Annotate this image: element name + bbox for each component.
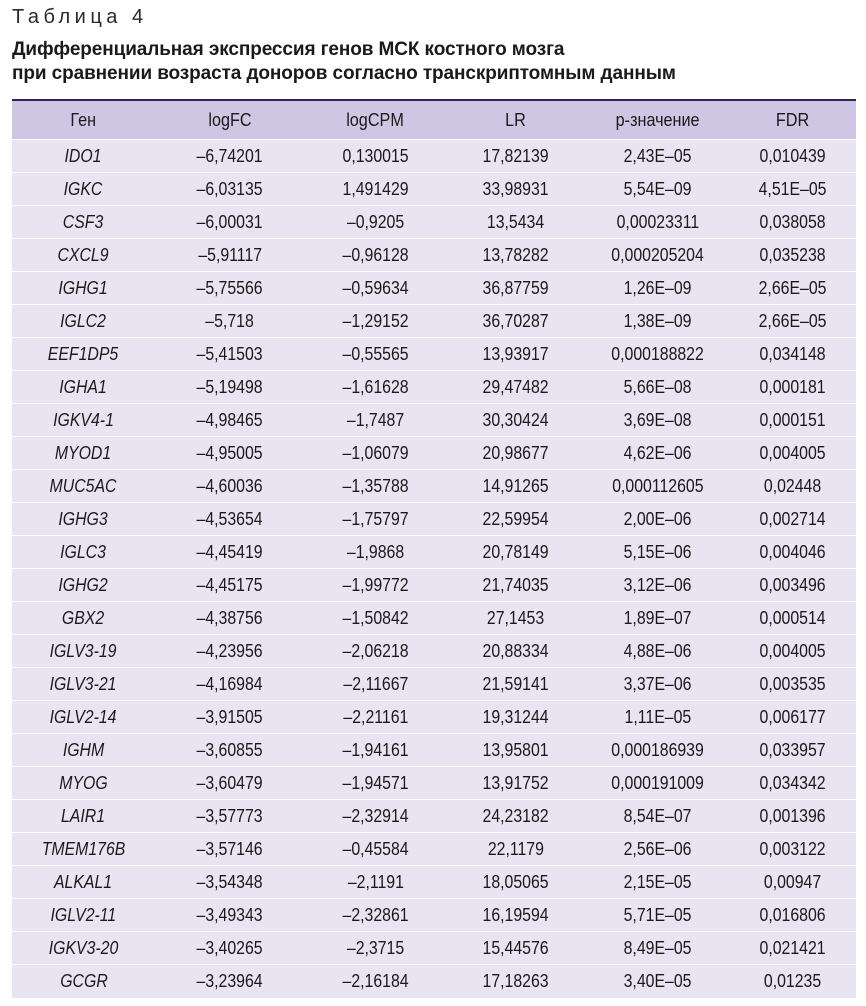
cell-gene: IGHG1 xyxy=(12,272,155,305)
cell-logcpm: 1,491429 xyxy=(305,173,446,206)
cell-p-value: 4,88E–06 xyxy=(586,635,729,668)
cell-fdr: 0,035238 xyxy=(729,239,856,272)
cell-gene: IGHG3 xyxy=(12,503,155,536)
cell-gene: GBX2 xyxy=(12,602,155,635)
cell-fdr: 0,000151 xyxy=(729,404,856,437)
column-header-logfc: logFC xyxy=(155,100,305,140)
cell-lr: 24,23182 xyxy=(446,800,586,833)
cell-logfc: –5,75566 xyxy=(155,272,305,305)
cell-p-value: 3,12E–06 xyxy=(586,569,729,602)
cell-gene: MYOD1 xyxy=(12,437,155,470)
cell-p-value: 1,89E–07 xyxy=(586,602,729,635)
cell-logfc: –5,718 xyxy=(155,305,305,338)
cell-gene: IGHM xyxy=(12,734,155,767)
cell-fdr: 0,004005 xyxy=(729,635,856,668)
cell-logfc: –3,60479 xyxy=(155,767,305,800)
cell-lr: 20,78149 xyxy=(446,536,586,569)
table-row xyxy=(12,404,856,437)
cell-p-value: 4,62E–06 xyxy=(586,437,729,470)
cell-lr: 21,59141 xyxy=(446,668,586,701)
cell-logcpm: –0,55565 xyxy=(305,338,446,371)
table-row xyxy=(12,833,856,866)
cell-p-value: 0,000191009 xyxy=(586,767,729,800)
table-row xyxy=(12,701,856,734)
cell-lr: 13,91752 xyxy=(446,767,586,800)
cell-logcpm: –1,35788 xyxy=(305,470,446,503)
cell-p-value: 0,000186939 xyxy=(586,734,729,767)
cell-fdr: 0,034148 xyxy=(729,338,856,371)
cell-lr: 30,30424 xyxy=(446,404,586,437)
cell-fdr: 0,00947 xyxy=(729,866,856,899)
cell-logcpm: –1,06079 xyxy=(305,437,446,470)
cell-fdr: 0,034342 xyxy=(729,767,856,800)
column-header-p-value: р-значение xyxy=(586,100,729,140)
column-header-lr: LR xyxy=(446,100,586,140)
cell-logfc: –4,95005 xyxy=(155,437,305,470)
cell-lr: 20,98677 xyxy=(446,437,586,470)
cell-logcpm: –2,32861 xyxy=(305,899,446,932)
table-row xyxy=(12,239,856,272)
cell-gene: GCGR xyxy=(12,965,155,998)
cell-logcpm: –1,75797 xyxy=(305,503,446,536)
cell-logcpm: –1,61628 xyxy=(305,371,446,404)
cell-p-value: 0,000112605 xyxy=(586,470,729,503)
cell-fdr: 0,006177 xyxy=(729,701,856,734)
cell-logfc: –4,16984 xyxy=(155,668,305,701)
cell-p-value: 3,37E–06 xyxy=(586,668,729,701)
cell-p-value: 2,43E–05 xyxy=(586,140,729,173)
cell-fdr: 0,016806 xyxy=(729,899,856,932)
cell-gene: IGLV3-21 xyxy=(12,668,155,701)
cell-logcpm: –1,99772 xyxy=(305,569,446,602)
cell-lr: 22,59954 xyxy=(446,503,586,536)
cell-logfc: –3,23964 xyxy=(155,965,305,998)
cell-logfc: –5,91117 xyxy=(155,239,305,272)
cell-lr: 22,1179 xyxy=(446,833,586,866)
cell-logfc: –3,40265 xyxy=(155,932,305,965)
cell-p-value: 3,40E–05 xyxy=(586,965,729,998)
cell-lr: 36,87759 xyxy=(446,272,586,305)
table-row xyxy=(12,536,856,569)
cell-gene: MYOG xyxy=(12,767,155,800)
cell-p-value: 5,15E–06 xyxy=(586,536,729,569)
cell-lr: 17,18263 xyxy=(446,965,586,998)
cell-fdr: 0,001396 xyxy=(729,800,856,833)
cell-gene: IGLV2-14 xyxy=(12,701,155,734)
cell-p-value: 5,66E–08 xyxy=(586,371,729,404)
cell-logfc: –3,60855 xyxy=(155,734,305,767)
cell-lr: 13,95801 xyxy=(446,734,586,767)
table-row xyxy=(12,668,856,701)
cell-logcpm: –1,94571 xyxy=(305,767,446,800)
cell-logcpm: –1,94161 xyxy=(305,734,446,767)
cell-logfc: –3,54348 xyxy=(155,866,305,899)
cell-p-value: 1,26E–09 xyxy=(586,272,729,305)
cell-fdr: 0,010439 xyxy=(729,140,856,173)
cell-logcpm: –1,7487 xyxy=(305,404,446,437)
cell-fdr: 0,000514 xyxy=(729,602,856,635)
cell-logcpm: –2,21161 xyxy=(305,701,446,734)
cell-lr: 33,98931 xyxy=(446,173,586,206)
cell-logfc: –6,03135 xyxy=(155,173,305,206)
cell-gene: IGKV4-1 xyxy=(12,404,155,437)
cell-fdr: 0,038058 xyxy=(729,206,856,239)
cell-fdr: 0,02448 xyxy=(729,470,856,503)
cell-logcpm: –0,45584 xyxy=(305,833,446,866)
cell-logcpm: –1,50842 xyxy=(305,602,446,635)
cell-gene: CXCL9 xyxy=(12,239,155,272)
cell-gene: IGHA1 xyxy=(12,371,155,404)
cell-fdr: 0,004005 xyxy=(729,437,856,470)
cell-fdr: 2,66E–05 xyxy=(729,305,856,338)
cell-lr: 20,88334 xyxy=(446,635,586,668)
cell-p-value: 0,000188822 xyxy=(586,338,729,371)
table-row xyxy=(12,173,856,206)
cell-logfc: –5,41503 xyxy=(155,338,305,371)
cell-lr: 13,5434 xyxy=(446,206,586,239)
cell-gene: IGKC xyxy=(12,173,155,206)
cell-logfc: –6,74201 xyxy=(155,140,305,173)
caption-line-1: Дифференциальная экспрессия генов МСК костного мозга xyxy=(12,39,565,60)
cell-logcpm: –2,32914 xyxy=(305,800,446,833)
cell-fdr: 0,003535 xyxy=(729,668,856,701)
cell-lr: 18,05065 xyxy=(446,866,586,899)
table-row xyxy=(12,437,856,470)
cell-lr: 17,82139 xyxy=(446,140,586,173)
cell-fdr: 0,01235 xyxy=(729,965,856,998)
column-header-fdr: FDR xyxy=(729,100,856,140)
cell-fdr: 2,66E–05 xyxy=(729,272,856,305)
cell-logfc: –3,49343 xyxy=(155,899,305,932)
cell-gene: IGKV3-20 xyxy=(12,932,155,965)
cell-logfc: –4,53654 xyxy=(155,503,305,536)
cell-fdr: 0,002714 xyxy=(729,503,856,536)
cell-logcpm: –2,16184 xyxy=(305,965,446,998)
cell-p-value: 2,00E–06 xyxy=(586,503,729,536)
table-row xyxy=(12,767,856,800)
table-number-label: Таблица 4 xyxy=(12,6,148,28)
gene-expression-table-container xyxy=(12,99,856,998)
cell-logfc: –4,38756 xyxy=(155,602,305,635)
cell-gene: MUC5AC xyxy=(12,470,155,503)
cell-logcpm: –0,59634 xyxy=(305,272,446,305)
table-row xyxy=(12,206,856,239)
cell-lr: 27,1453 xyxy=(446,602,586,635)
cell-fdr: 0,003122 xyxy=(729,833,856,866)
table-row xyxy=(12,602,856,635)
cell-logcpm: –2,3715 xyxy=(305,932,446,965)
cell-logfc: –3,57773 xyxy=(155,800,305,833)
cell-logfc: –5,19498 xyxy=(155,371,305,404)
cell-gene: ALKAL1 xyxy=(12,866,155,899)
cell-gene: IGLC3 xyxy=(12,536,155,569)
cell-fdr: 0,021421 xyxy=(729,932,856,965)
cell-logcpm: –2,1191 xyxy=(305,866,446,899)
cell-p-value: 1,11E–05 xyxy=(586,701,729,734)
cell-lr: 16,19594 xyxy=(446,899,586,932)
cell-gene: LAIR1 xyxy=(12,800,155,833)
table-header-row xyxy=(12,100,856,140)
cell-fdr: 0,000181 xyxy=(729,371,856,404)
cell-logcpm: –0,9205 xyxy=(305,206,446,239)
cell-gene: IDO1 xyxy=(12,140,155,173)
cell-logfc: –4,45419 xyxy=(155,536,305,569)
cell-logfc: –3,57146 xyxy=(155,833,305,866)
cell-p-value: 2,15E–05 xyxy=(586,866,729,899)
cell-logfc: –4,45175 xyxy=(155,569,305,602)
table-row xyxy=(12,569,856,602)
cell-lr: 19,31244 xyxy=(446,701,586,734)
cell-logfc: –3,91505 xyxy=(155,701,305,734)
cell-gene: IGHG2 xyxy=(12,569,155,602)
table-row xyxy=(12,899,856,932)
table-row xyxy=(12,305,856,338)
cell-logcpm: –1,9868 xyxy=(305,536,446,569)
table-row xyxy=(12,140,856,173)
cell-logcpm: –1,29152 xyxy=(305,305,446,338)
cell-lr: 21,74035 xyxy=(446,569,586,602)
cell-gene: TMEM176B xyxy=(12,833,155,866)
table-row xyxy=(12,371,856,404)
cell-fdr: 0,003496 xyxy=(729,569,856,602)
column-header-gene: Ген xyxy=(12,100,155,140)
cell-p-value: 0,000205204 xyxy=(586,239,729,272)
cell-p-value: 1,38E–09 xyxy=(586,305,729,338)
table-row xyxy=(12,470,856,503)
table-row xyxy=(12,338,856,371)
cell-p-value: 5,71E–05 xyxy=(586,899,729,932)
cell-logcpm: 0,130015 xyxy=(305,140,446,173)
gene-expression-table xyxy=(12,99,856,998)
cell-logcpm: –2,11667 xyxy=(305,668,446,701)
cell-logfc: –4,98465 xyxy=(155,404,305,437)
cell-p-value: 5,54E–09 xyxy=(586,173,729,206)
cell-p-value: 2,56E–06 xyxy=(586,833,729,866)
cell-lr: 15,44576 xyxy=(446,932,586,965)
table-row xyxy=(12,272,856,305)
caption-line-2: при сравнении возраста доноров согласно транскриптомным данным xyxy=(12,63,676,84)
table-row xyxy=(12,866,856,899)
cell-p-value: 8,54E–07 xyxy=(586,800,729,833)
cell-fdr: 0,033957 xyxy=(729,734,856,767)
cell-logcpm: –2,06218 xyxy=(305,635,446,668)
table-row xyxy=(12,734,856,767)
cell-logfc: –4,23956 xyxy=(155,635,305,668)
cell-p-value: 3,69E–08 xyxy=(586,404,729,437)
cell-lr: 29,47482 xyxy=(446,371,586,404)
cell-lr: 13,78282 xyxy=(446,239,586,272)
table-row xyxy=(12,932,856,965)
cell-fdr: 0,004046 xyxy=(729,536,856,569)
table-row xyxy=(12,965,856,998)
table-body xyxy=(12,140,856,998)
table-row xyxy=(12,503,856,536)
cell-logfc: –4,60036 xyxy=(155,470,305,503)
table-row xyxy=(12,800,856,833)
cell-gene: EEF1DP5 xyxy=(12,338,155,371)
cell-lr: 13,93917 xyxy=(446,338,586,371)
cell-gene: IGLV2-11 xyxy=(12,899,155,932)
table-row xyxy=(12,635,856,668)
cell-logcpm: –0,96128 xyxy=(305,239,446,272)
column-header-logcpm: logCPM xyxy=(305,100,446,140)
cell-lr: 14,91265 xyxy=(446,470,586,503)
cell-lr: 36,70287 xyxy=(446,305,586,338)
cell-p-value: 0,00023311 xyxy=(586,206,729,239)
cell-p-value: 8,49E–05 xyxy=(586,932,729,965)
table-caption xyxy=(12,38,676,86)
cell-logfc: –6,00031 xyxy=(155,206,305,239)
cell-gene: IGLC2 xyxy=(12,305,155,338)
cell-fdr: 4,51E–05 xyxy=(729,173,856,206)
cell-gene: CSF3 xyxy=(12,206,155,239)
cell-gene: IGLV3-19 xyxy=(12,635,155,668)
